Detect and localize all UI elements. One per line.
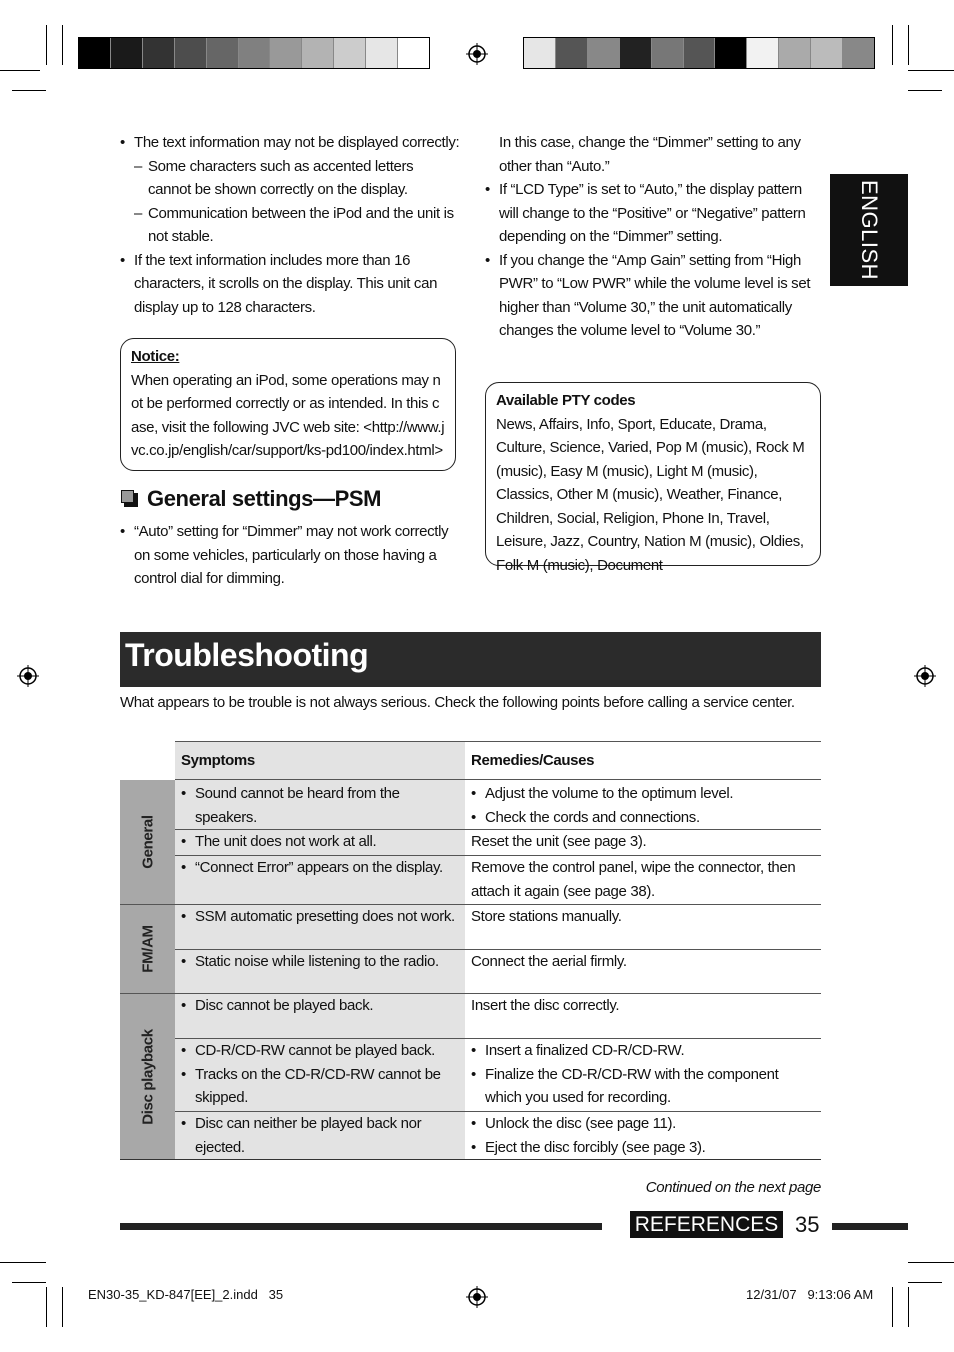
language-tab-label: ENGLISH — [857, 179, 882, 281]
continued-text: In this case, change the “Dimmer” setting to any other than “Auto.” — [499, 134, 801, 175]
color-swatch — [207, 38, 239, 68]
category-general: General — [120, 780, 175, 905]
color-bar-left — [78, 37, 430, 69]
date-slug: 12/31/07 9:13:06 AM — [746, 1287, 874, 1302]
list-item: • Sound cannot be heard from the speakers. — [181, 782, 459, 829]
color-swatch — [143, 38, 175, 68]
list-item: • “Auto” setting for “Dimmer” may not work correctly on some vehicles, particularly on those having a control dial for dimming. — [120, 520, 460, 591]
remedy-text: Store stations manually. — [465, 905, 821, 950]
table-row — [120, 905, 821, 950]
list-item: • Finalize the CD-R/CD-RW with the component which you used for recording. — [471, 1063, 815, 1110]
color-swatch — [747, 38, 779, 68]
sub-list — [134, 155, 460, 249]
color-swatch — [620, 38, 652, 68]
color-swatch — [111, 38, 143, 68]
list-item: • Unlock the disc (see page 11). — [471, 1112, 815, 1136]
registration-mark-icon — [914, 665, 936, 687]
notice-box — [120, 338, 456, 471]
continued-note: Continued on the next page — [645, 1179, 821, 1196]
remedies-header: Remedies/Causes — [465, 742, 821, 780]
color-swatch — [175, 38, 207, 68]
color-bar-right — [523, 37, 875, 69]
table-row — [120, 780, 821, 830]
registration-mark-icon — [17, 665, 39, 687]
color-swatch — [779, 38, 811, 68]
section-heading: General settings—PSM — [147, 486, 382, 511]
footer-rule-left — [120, 1223, 602, 1230]
color-swatch — [398, 38, 429, 68]
table-row — [120, 1112, 821, 1160]
color-swatch — [239, 38, 271, 68]
list-item: • Static noise while listening to the radio. — [181, 950, 459, 974]
list-item: • CD-R/CD-RW cannot be played back. — [181, 1039, 459, 1063]
color-swatch — [556, 38, 588, 68]
registration-mark-icon — [466, 43, 488, 65]
page-number: 35 — [795, 1212, 820, 1237]
right-column — [485, 131, 820, 343]
table-row — [120, 994, 821, 1039]
remedy-text: Insert the disc correctly. — [465, 994, 821, 1039]
troubleshooting-title: Troubleshooting — [125, 637, 369, 673]
category-disc: Disc playback — [120, 994, 175, 1160]
list-item: • “Connect Error” appears on the display. — [181, 856, 459, 880]
pty-codes-box — [485, 382, 821, 574]
table-header-row — [120, 742, 821, 780]
color-swatch — [79, 38, 111, 68]
color-swatch — [811, 38, 843, 68]
registration-mark-icon — [466, 1286, 488, 1308]
list-item: – Some characters such as accented letters cannot be shown correctly on the display. — [134, 155, 460, 202]
remedy-text: Connect the aerial firmly. — [465, 950, 821, 994]
list-item: – Communication between the iPod and the unit is not stable. — [134, 202, 460, 249]
category-fmam: FM/AM — [120, 905, 175, 994]
table-row — [120, 1039, 821, 1112]
list-item: • If the text information includes more than 16 characters, it scrolls on the display. This unit can display up to 128 characters. — [120, 249, 460, 320]
list-item: • If “LCD Type” is set to “Auto,” the display pattern will change to the “Positive” or “Negative” pattern depending on the “Dimmer” setting. — [485, 178, 820, 249]
list-item: • The text information may not be displayed correctly: – Some characters such as accented letters cannot be shown correctly on the display. – Communication between the iPod and the unit is not stable. — [120, 131, 460, 249]
list-item: • The unit does not work at all. — [181, 830, 459, 854]
right-bullet-list — [485, 178, 820, 343]
file-slug: EN30-35_KD-847[EE]_2.indd 35 — [88, 1287, 284, 1302]
table-row — [120, 856, 821, 905]
troubleshooting-table — [120, 741, 821, 1160]
list-item: • SSM automatic presetting does not work. — [181, 905, 459, 929]
notice-body: When operating an iPod, some operations may not be performed correctly or as intended. In this case, visit the following JVC web site: <http://www.jvc.co.jp/english/car/support/ks-pd100/index.html> — [131, 371, 445, 459]
notice-heading: Notice: — [131, 348, 180, 365]
list-item: • Disc cannot be played back. — [181, 994, 459, 1018]
color-swatch — [715, 38, 747, 68]
list-item: • Disc can neither be played back nor ejected. — [181, 1112, 459, 1159]
color-swatch — [652, 38, 684, 68]
table-row — [120, 950, 821, 994]
list-item: • Insert a finalized CD-R/CD-RW. — [471, 1039, 815, 1063]
left-column — [120, 131, 460, 319]
section-square-icon — [121, 490, 138, 507]
section-label-box — [630, 1211, 783, 1238]
pty-heading: Available PTY codes — [496, 392, 636, 409]
remedy-text: Remove the control panel, wipe the connector, then attach it again (see page 38). — [465, 856, 821, 905]
table-row — [120, 830, 821, 856]
color-swatch — [366, 38, 398, 68]
color-swatch — [334, 38, 366, 68]
psm-bullet-list — [120, 520, 460, 591]
troubleshooting-intro: What appears to be trouble is not always serious. Check the following points before calling a service center. — [120, 694, 795, 711]
list-item: • If you change the “Amp Gain” setting from “High PWR” to “Low PWR” while the volume level is set higher than “Volume 30,” the unit automatically changes the volume level to “Volume 30.” — [485, 249, 820, 343]
color-swatch — [302, 38, 334, 68]
language-tab — [830, 174, 908, 286]
remedy-text: Reset the unit (see page 3). — [465, 830, 821, 856]
list-item: • Eject the disc forcibly (see page 3). — [471, 1136, 815, 1160]
color-swatch — [684, 38, 716, 68]
info-bullet-list — [120, 131, 460, 319]
color-swatch — [270, 38, 302, 68]
footer-rule-right — [832, 1223, 908, 1230]
list-item: • Check the cords and connections. — [471, 806, 815, 830]
pty-body: News, Affairs, Info, Sport, Educate, Drama, Culture, Science, Varied, Pop M (music), Rock M (music), Easy M (music), Light M (music), Classics, Other M (music), Weather, Finance, Children, Social, Religion, Phone In, Travel, Leisure, Jazz, Country, Nation M (music), Oldies, Folk M (music), Document — [496, 415, 805, 574]
symptoms-header: Symptoms — [175, 742, 465, 780]
color-swatch — [524, 38, 556, 68]
list-item: • Tracks on the CD-R/CD-RW cannot be skipped. — [181, 1063, 459, 1110]
section-label: REFERENCES — [634, 1213, 779, 1236]
color-swatch — [843, 38, 874, 68]
list-item: • Adjust the volume to the optimum level. — [471, 782, 815, 806]
color-swatch — [588, 38, 620, 68]
